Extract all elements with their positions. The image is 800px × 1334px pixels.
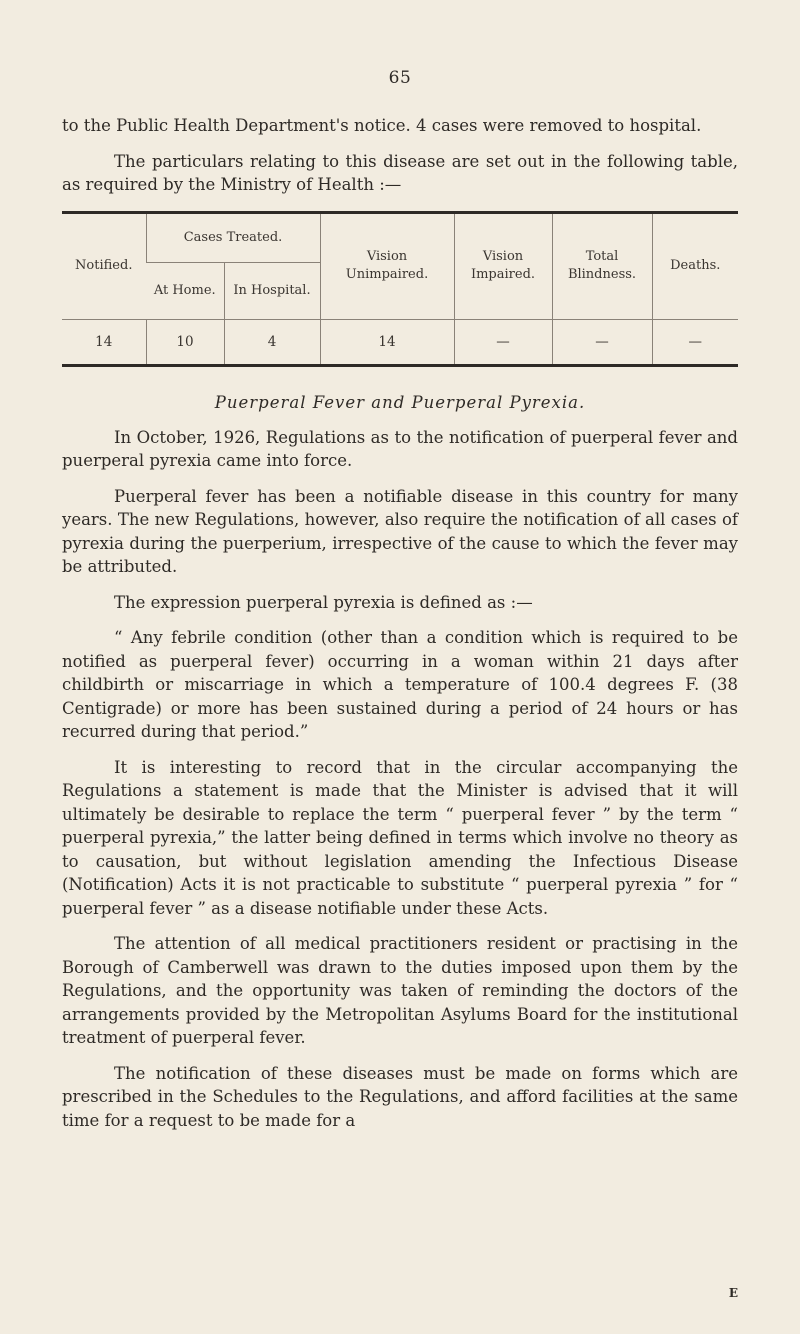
paragraph-practitioners: The attention of all medical practitioners resident or practising in the Borough of Camberwell was drawn to the duties imposed upon them by the Regulations, and the opportunity was taken of reminding the doctors of the arrangements provided by the Metropolitan Asylums Board for the institutional treatment of puerperal fever.	[62, 934, 738, 1047]
cell-notified: 14	[95, 333, 113, 350]
ophthalmia-table	[62, 211, 738, 367]
cell-deaths: —	[652, 319, 738, 365]
signature-mark: E	[728, 1286, 738, 1300]
cell-in-hospital: 4	[224, 319, 320, 365]
header-in-hospital: In Hospital.	[224, 262, 320, 319]
paragraph-circular: It is interesting to record that in the circular accompanying the Regulations a statement is made that the Minister is advised that it will ultimately be desirable to replace the term “ puerperal fever ” by the term “ puerperal pyrexia,” the latter being defined in terms which involve no theory as to causation, but without legislation amending the Infectious Disease (Notification) Acts it is not practicable to substitute “ puerperal pyrexia ” for “ puerperal fever ” as a disease notifiable under these Acts.	[62, 757, 738, 918]
cell-total-blindness: —	[552, 319, 652, 365]
paragraph-continuation: to the Public Health Department's notice. 4 cases were removed to hospital.	[62, 116, 702, 135]
paragraph-regulations: In October, 1926, Regulations as to the notification of puerperal fever and puerperal pyrexia came into force.	[62, 427, 738, 470]
cell-vision-unimpaired: 14	[320, 319, 454, 365]
page-number: 65	[388, 68, 412, 88]
paragraph-definition-intro: The expression puerperal pyrexia is defined as :—	[114, 592, 533, 612]
header-total-blindness: Total Blindness.	[552, 212, 652, 319]
cell-vision-impaired: —	[454, 319, 552, 365]
section-title: Puerperal Fever and Puerperal Pyrexia.	[214, 392, 586, 412]
table-row	[62, 319, 738, 365]
header-notified: Notified.	[75, 258, 133, 273]
header-at-home: At Home.	[146, 262, 224, 319]
paragraph-definition-quote: “ Any febrile condition (other than a condition which is required to be notified as puerperal fever) occurring in a woman within 21 days after childbirth or miscarriage in which a temperature of 100.4 degrees F. (38 Centigrade) or more has been sustained during a period of 24 hours or has recurred during that period.”	[62, 628, 738, 741]
paragraph-forms: The notification of these diseases must be made on forms which are prescribed in the Schedules to the Regulations, and afford facilities at the same time for a request to be made for a	[62, 1063, 738, 1130]
header-vision-impaired: Vision Impaired.	[454, 212, 552, 319]
header-vision-unimpaired: Vision Unimpaired.	[320, 212, 454, 319]
paragraph-notifiable: Puerperal fever has been a notifiable disease in this country for many years. The new Regulations, however, also require the notification of all cases of pyrexia during the puerperium, irrespective of the cause to which the fever may be attributed.	[62, 486, 738, 576]
paragraph-table-intro: The particulars relating to this disease are set out in the following table, as required by the Ministry of Health :—	[62, 151, 738, 194]
header-cases-treated: Cases Treated.	[146, 212, 320, 262]
document-page	[62, 68, 738, 1300]
header-deaths: Deaths.	[652, 212, 738, 319]
cell-at-home: 10	[146, 319, 224, 365]
